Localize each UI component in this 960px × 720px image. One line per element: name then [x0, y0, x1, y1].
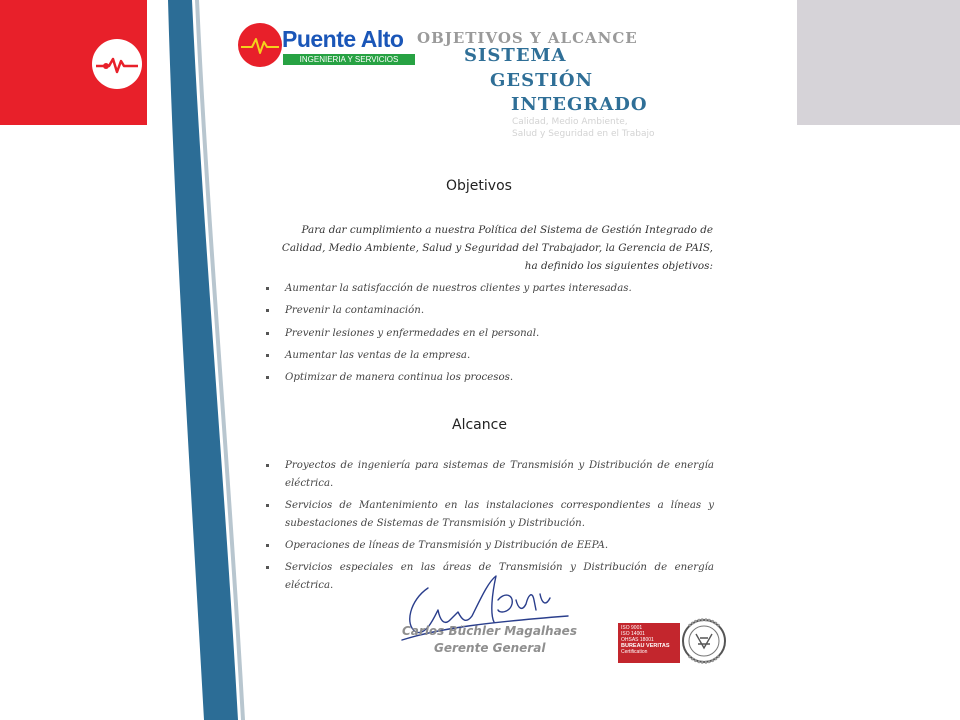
square-bullet-icon — [266, 287, 269, 290]
scope-heading: Alcance — [452, 417, 507, 433]
square-bullet-icon — [266, 464, 269, 467]
signer-role: Gerente General — [434, 641, 546, 655]
company-logo — [238, 23, 404, 69]
list-item: Aumentar las ventas de la empresa. — [266, 347, 714, 365]
system-subtitle-line-1: Calidad, Medio Ambiente, — [512, 117, 628, 127]
system-title-line-2: GESTIÓN — [490, 70, 594, 91]
list-item: Operaciones de líneas de Transmisión y Distribución de EEPA. — [266, 537, 714, 555]
square-bullet-icon — [266, 566, 269, 569]
document-page — [162, 0, 736, 720]
cert-brand: BUREAU VERITAS — [621, 643, 670, 649]
list-item: Prevenir la contaminación. — [266, 302, 714, 320]
objectives-intro: Para dar cumplimiento a nuestra Política del Sistema de Gestión Integrado de Calidad, Medio Ambiente, Salud y Seguridad del Trabajador, la Gerencia de PAIS, ha definido los siguientes objetivos: — [281, 224, 713, 272]
list-item: Prevenir lesiones y enfermedades en el personal. — [266, 325, 714, 343]
cert-line: ISO 14001 — [621, 631, 645, 637]
system-subtitle — [512, 116, 655, 140]
cert-line: ISO 9001 — [621, 625, 643, 631]
system-title-line-1: SISTEMA — [464, 45, 567, 66]
square-bullet-icon — [266, 309, 269, 312]
bureau-veritas-seal-icon — [680, 614, 728, 669]
objectives-list — [266, 280, 714, 391]
system-title-line-3: INTEGRADO — [511, 94, 648, 115]
company-tagline: INGENIERIA Y SERVICIOS — [283, 54, 415, 65]
square-bullet-icon — [266, 504, 269, 507]
list-item: Optimizar de manera continua los procesos. — [266, 369, 714, 387]
signer-name: Carlos Büchler Magalhaes — [402, 624, 577, 638]
pulse-wave-icon — [238, 23, 282, 67]
certification-stamp — [618, 614, 728, 669]
objectives-heading: Objetivos — [446, 178, 512, 194]
system-subtitle-line-2: Salud y Seguridad en el Trabajo — [512, 129, 655, 139]
slide-grey-tile — [797, 0, 960, 125]
list-item: Servicios especiales en las áreas de Transmisión y Distribución de energía eléctrica. — [266, 559, 714, 595]
pulse-circle-icon — [92, 39, 142, 89]
certification-box — [618, 623, 680, 663]
cert-label: Certification — [621, 649, 648, 655]
square-bullet-icon — [266, 544, 269, 547]
list-item: Servicios de Mantenimiento en las instalaciones correspondientes a líneas y subestaciones de Sistemas de Transmisión y Distribución. — [266, 497, 714, 533]
list-item: Aumentar la satisfacción de nuestros clientes y partes interesadas. — [266, 280, 714, 298]
list-item: Proyectos de ingeniería para sistemas de Transmisión y Distribución de energía eléctrica. — [266, 457, 714, 493]
slide-red-tile — [0, 0, 147, 125]
square-bullet-icon — [266, 332, 269, 335]
cert-line: OHSAS 18001 — [621, 637, 654, 643]
header-title: OBJETIVOS Y ALCANCE — [417, 29, 638, 47]
square-bullet-icon — [266, 354, 269, 357]
square-bullet-icon — [266, 376, 269, 379]
company-name: Puente Alto — [282, 26, 404, 52]
